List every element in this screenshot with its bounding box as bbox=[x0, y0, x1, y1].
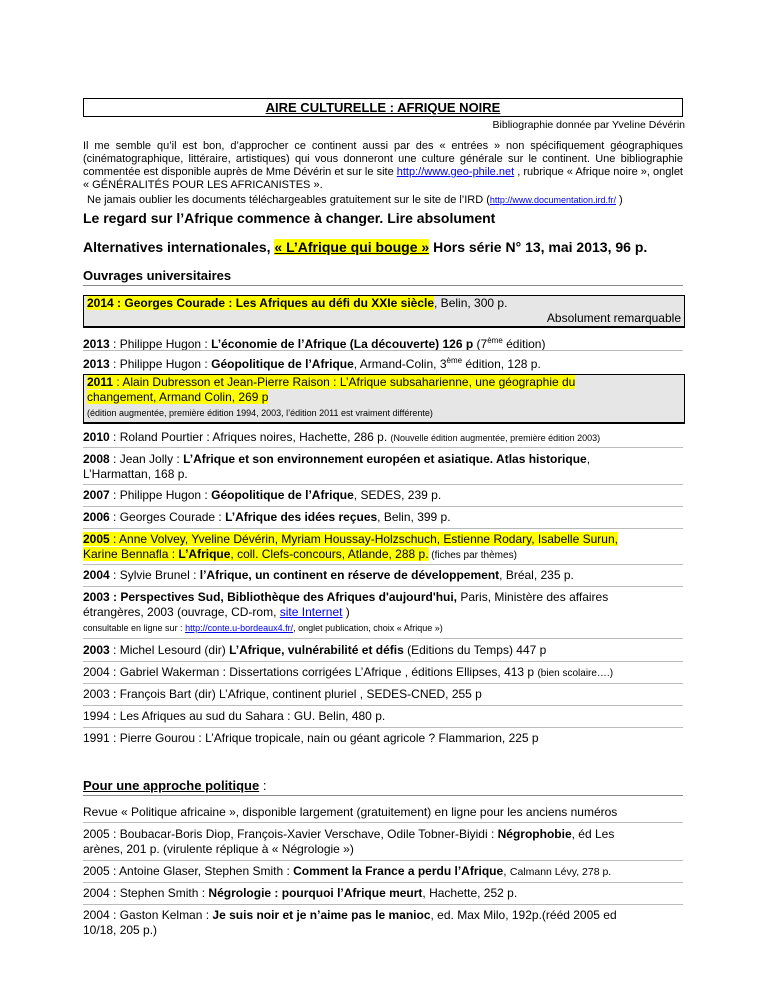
line2: arènes, 201 p. (virulente réplique à « Négrologie ») bbox=[83, 842, 354, 856]
rest: , Belin, 399 p. bbox=[377, 510, 451, 524]
rest: , bbox=[586, 452, 591, 466]
title: Négrologie : pourquoi l’Afrique meurt bbox=[208, 886, 423, 900]
alt-highlight: « L’Afrique qui bouge » bbox=[274, 239, 430, 255]
note-post: , onglet publication, choix « Afrique ») bbox=[293, 623, 443, 633]
year: 2003 bbox=[83, 590, 110, 604]
entry-2004-brunel bbox=[83, 568, 683, 583]
note: (fiches par thèmes) bbox=[428, 550, 517, 561]
ird-close: ) bbox=[615, 194, 623, 206]
entry-1994: 1994 : Les Afriques au sud du Sahara : GU. Belin, 480 p. bbox=[83, 709, 386, 723]
entry-2005 bbox=[83, 532, 683, 563]
document-title-box bbox=[83, 98, 683, 117]
rest: Paris, Ministère des affaires bbox=[457, 590, 609, 604]
rest: , bbox=[503, 864, 510, 878]
title: Géopolitique de l’Afrique bbox=[211, 488, 354, 502]
rest: (Editions du Temps) 447 p bbox=[403, 643, 547, 657]
divider bbox=[83, 638, 683, 639]
author: : Philippe Hugon : bbox=[109, 337, 212, 351]
divider bbox=[83, 350, 683, 351]
year: 2007 bbox=[83, 488, 110, 502]
entry-2003-perspectives bbox=[83, 590, 683, 636]
byline: Bibliographie donnée par Yveline Dévérin bbox=[492, 119, 685, 131]
divider bbox=[83, 586, 683, 587]
line2c: , coll. Clefs-concours, Atlande, 288 p. bbox=[230, 547, 429, 561]
author: : Philippe Hugon : bbox=[109, 357, 212, 371]
site-internet-link[interactable]: site Internet bbox=[279, 605, 343, 619]
geo-phile-link[interactable]: http://www.geo-phile.net bbox=[396, 166, 515, 178]
close: ) bbox=[342, 605, 350, 619]
divider bbox=[83, 727, 683, 728]
intro-text: Il me semble qu’il est bon, d’approcher ce continent aussi par des « entrées » non spécifiquement géographiques (cinématographique, littéraire, artistiques) qui vous donneront une culture générale sur le continent. Une bibliographie commentée est disponible auprès de Mme Dévérin et sur le site bbox=[83, 140, 683, 178]
headline-alternatives bbox=[83, 239, 647, 255]
pre: 2005 : Antoine Glaser, Stephen Smith : bbox=[83, 864, 294, 878]
year: 2013 bbox=[83, 337, 110, 351]
bordeaux-link[interactable]: http://conte.u-bordeaux4.fr/ bbox=[185, 623, 294, 633]
divider bbox=[83, 661, 683, 662]
title: Comment la France a perdu l’Afrique bbox=[293, 864, 504, 878]
divider bbox=[83, 484, 683, 485]
title: Géopolitique de l’Afrique bbox=[211, 357, 354, 371]
note: Calmann Lévy, 278 p. bbox=[509, 866, 612, 878]
note: (Nouvelle édition augmentée, première édition 2003) bbox=[390, 433, 601, 443]
text: 2004 : Gabriel Wakerman : Dissertations corrigées L’Afrique , éditions Ellipses, 413 p bbox=[83, 665, 538, 679]
title: : Perspectives Sud, Bibliothèque des Afriques d'aujourd'hui, bbox=[109, 590, 458, 604]
divider bbox=[83, 447, 683, 448]
alt-prefix: Alternatives internationales, bbox=[83, 239, 275, 255]
entry-2008 bbox=[83, 452, 683, 482]
entry-2013-geopolitique bbox=[83, 353, 683, 372]
entry-2011-note: (édition augmentée, première édition 1994, 2003, l’édition 2011 est vraiment différente) bbox=[87, 408, 433, 418]
divider bbox=[83, 705, 683, 706]
divider bbox=[83, 822, 683, 823]
alt-suffix: Hors série N° 13, mai 2013, 96 p. bbox=[429, 239, 648, 255]
headline-regard: Le regard sur l’Afrique commence à changer. Lire absolument bbox=[83, 210, 496, 226]
author: : Georges Courade : bbox=[109, 510, 226, 524]
line2: étrangères, 2003 (ouvrage, CD-rom, bbox=[83, 605, 280, 619]
year: 2013 bbox=[83, 357, 110, 371]
divider bbox=[83, 506, 683, 507]
line1: : Alain Dubresson et Jean-Pierre Raison : L’Afrique subsaharienne, une géographie du bbox=[113, 375, 576, 389]
year: 2008 bbox=[83, 452, 110, 466]
colon: : bbox=[259, 778, 267, 793]
section-politique bbox=[83, 778, 683, 796]
entry-2010 bbox=[83, 430, 683, 446]
rest: , éd Les bbox=[571, 827, 615, 841]
rest: , ed. Max Milo, 192p.(rééd 2005 ed bbox=[430, 908, 617, 922]
year: 2004 bbox=[83, 568, 110, 582]
line2: 10/18, 205 p.) bbox=[83, 923, 158, 937]
politique-2005-negrophobie bbox=[83, 827, 683, 857]
line2b: L’Afrique bbox=[178, 547, 231, 561]
author: : Sylvie Brunel : bbox=[109, 568, 200, 582]
rest: , Bréal, 235 p. bbox=[499, 568, 574, 582]
entry-2004-wakerman bbox=[83, 665, 683, 681]
ird-text: Ne jamais oublier les documents téléchargeables gratuitement sur le site de l’IRD ( bbox=[87, 194, 490, 206]
entry-2003-bart: 2003 : François Bart (dir) L’Afrique, continent pluriel , SEDES-CNED, 255 p bbox=[83, 687, 482, 701]
divider bbox=[83, 860, 683, 861]
divider bbox=[83, 882, 683, 883]
title: Je suis noir et je n’aime pas le manioc bbox=[212, 908, 431, 922]
edition-end: édition) bbox=[502, 337, 546, 351]
document-title: AIRE CULTURELLE : AFRIQUE NOIRE bbox=[265, 100, 501, 115]
rest-end: édition, 128 p. bbox=[462, 357, 541, 371]
pre: 2004 : Stephen Smith : bbox=[83, 886, 209, 900]
sup: ème bbox=[446, 356, 463, 365]
line2a: Karine Bennafla : bbox=[83, 547, 179, 561]
divider bbox=[83, 683, 683, 684]
entry-1991: 1991 : Pierre Gourou : L’Afrique tropicale, nain ou géant agricole ? Flammarion, 225 p bbox=[83, 731, 539, 745]
author: : Michel Lesourd (dir) bbox=[109, 643, 230, 657]
title: l’Afrique, un continent en réserve de développement bbox=[199, 568, 500, 582]
rest: , Armand-Colin, 3 bbox=[353, 357, 447, 371]
line1: : Anne Volvey, Yveline Dévérin, Myriam Houssay-Holzschuch, Estienne Rodary, Isabelle Surun, bbox=[109, 532, 618, 546]
entry-2014-rest: , Belin, 300 p. bbox=[434, 296, 508, 310]
text: : Roland Pourtier : Afriques noires, Hachette, 286 p. bbox=[109, 430, 391, 444]
author: : Jean Jolly : bbox=[109, 452, 184, 466]
note: (bien scolaire….) bbox=[537, 668, 614, 679]
section-politique-title: Pour une approche politique bbox=[83, 778, 260, 793]
ird-line bbox=[87, 194, 623, 206]
ird-link[interactable]: http://www.documentation.ird.fr/ bbox=[489, 195, 616, 205]
year: 2010 bbox=[83, 430, 110, 444]
divider bbox=[83, 528, 683, 529]
divider bbox=[83, 904, 683, 905]
year: 2006 bbox=[83, 510, 110, 524]
rest: , Hachette, 252 p. bbox=[422, 886, 518, 900]
section-universitaires: Ouvrages universitaires bbox=[83, 268, 683, 286]
pre: 2004 : Gaston Kelman : bbox=[83, 908, 213, 922]
note-pre: consultable en ligne sur : bbox=[83, 623, 186, 633]
entry-2014 bbox=[83, 295, 685, 328]
year: 2011 bbox=[87, 375, 114, 389]
sup: ème bbox=[487, 336, 503, 345]
title: L’Afrique des idées reçues bbox=[225, 510, 378, 524]
title: Négrophobie bbox=[497, 827, 572, 841]
title: L’Afrique, vulnérabilité et défis bbox=[229, 643, 404, 657]
line2: L’Harmattan, 168 p. bbox=[83, 467, 188, 481]
entry-2011 bbox=[83, 374, 685, 424]
author: : Philippe Hugon : bbox=[109, 488, 212, 502]
title: L’Afrique et son environnement européen et asiatique. Atlas historique bbox=[183, 452, 587, 466]
entry-2003-lesourd bbox=[83, 643, 683, 658]
intro-paragraph bbox=[83, 140, 683, 192]
entry-2014-title: 2014 : Georges Courade : Les Afriques au défi du XXIe siècle bbox=[87, 296, 435, 310]
divider bbox=[83, 564, 683, 565]
politique-2004-kelman bbox=[83, 908, 683, 938]
politique-2004-smith bbox=[83, 886, 683, 901]
line2: changement, Armand Colin, 269 p bbox=[87, 390, 269, 404]
entry-2007 bbox=[83, 488, 683, 503]
entry-2006 bbox=[83, 510, 683, 525]
year: 2005 bbox=[83, 532, 110, 546]
politique-revue: Revue « Politique africaine », disponible largement (gratuitement) en ligne pour les anciens numéros bbox=[83, 805, 618, 819]
intro-text-end: , rubrique « Afrique noire », onglet « GÉNÉRALITÉS POUR LES AFRICANISTES ». bbox=[83, 166, 683, 191]
rest: , SEDES, 239 p. bbox=[353, 488, 442, 502]
edition: (7 bbox=[473, 337, 488, 351]
year: 2003 bbox=[83, 643, 110, 657]
pre: 2005 : Boubacar-Boris Diop, François-Xavier Verschave, Odile Tobner-Biyidi : bbox=[83, 827, 498, 841]
title: L’économie de l’Afrique (La découverte) 126 p bbox=[211, 337, 474, 351]
politique-2005-glaser bbox=[83, 864, 683, 880]
entry-2014-note: Absolument remarquable bbox=[546, 311, 681, 325]
